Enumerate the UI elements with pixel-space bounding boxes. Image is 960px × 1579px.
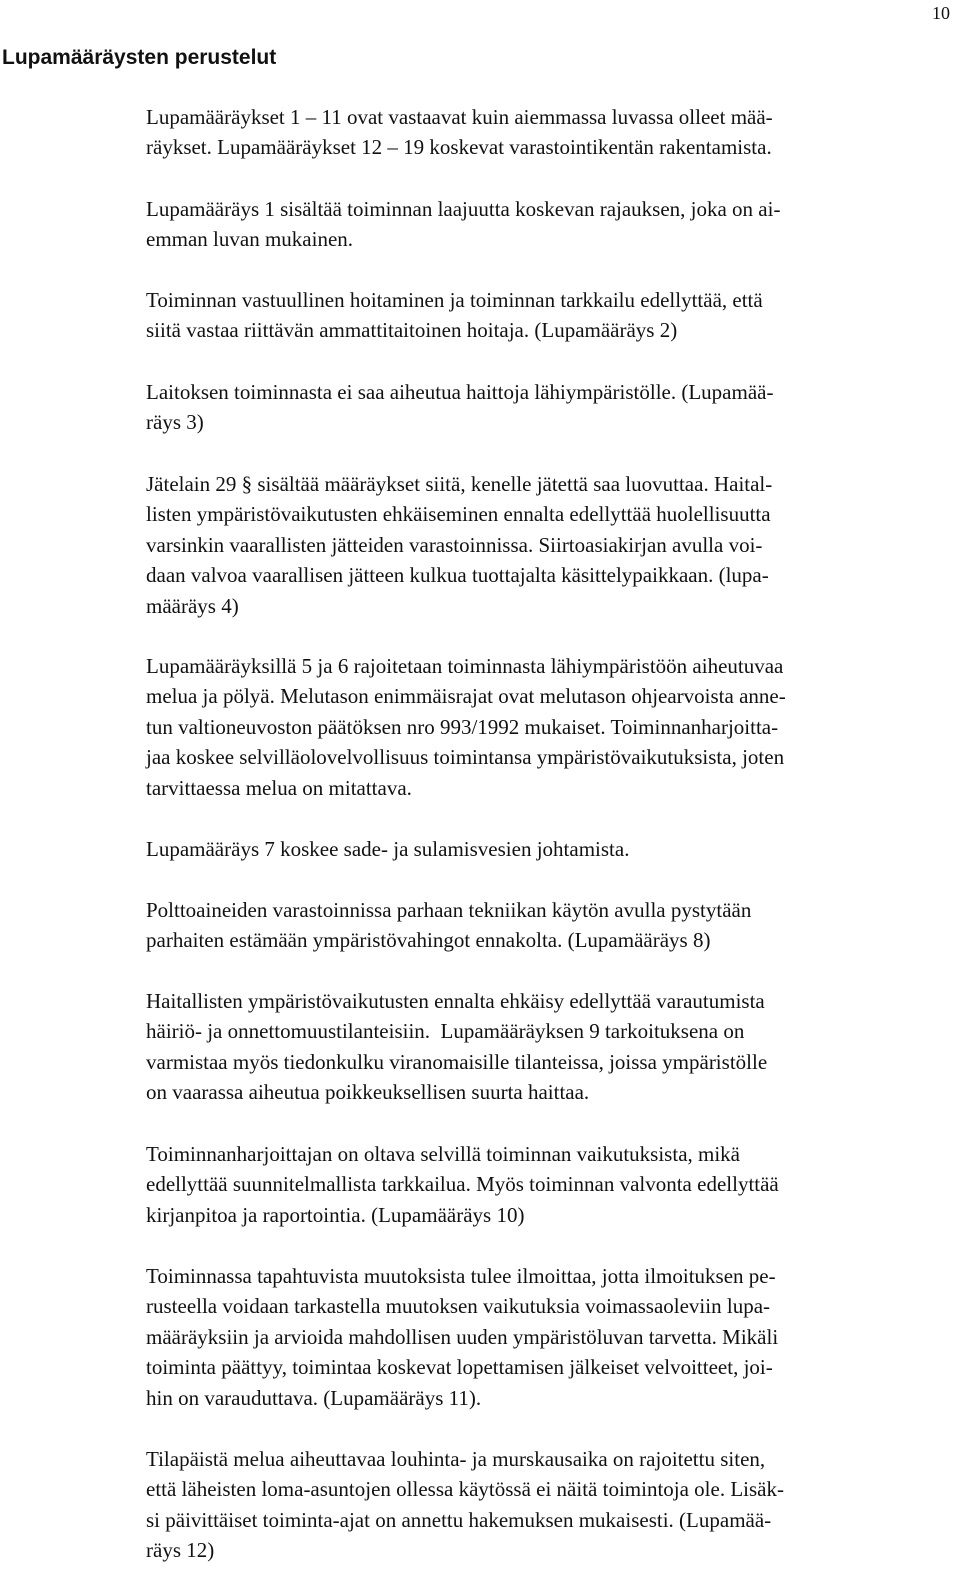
- paragraph-lupamaaraykset-1-11: Lupamääräykset 1 – 11 ovat vastaavat kuin aiemmassa luvassa olleet mää- räykset. Lupamääräykset 12 – 19 koskevat varastointikentän rakentamista.: [146, 105, 773, 160]
- paragraph-lupamaarays-1: Lupamääräys 1 sisältää toiminnan laajuutta koskevan rajauksen, joka on ai- emman luvan mukainen.: [146, 197, 781, 252]
- paragraph-lupamaarays-8: Polttoaineiden varastoinnissa parhaan tekniikan käytön avulla pystytään parhaiten estämään ympäristövahingot ennakolta. (Lupamääräys 8): [146, 898, 752, 953]
- paragraph-lupamaarays-12: Tilapäistä melua aiheuttavaa louhinta- ja murskausaika on rajoitettu siten, että läheisten loma-asuntojen ollessa käytössä ei näitä toimintoja ole. Lisäk- si päivittäiset toiminta-ajat on annettu hakemuksen mukaisesti. (Lupamää- räys 12): [146, 1447, 784, 1563]
- paragraph-lupamaarays-11: Toiminnassa tapahtuvista muutoksista tulee ilmoittaa, jotta ilmoituksen pe- rusteella voidaan tarkastella muutoksen vaikutuksia voimassaoleviin lupa- määräyksiin ja arvioida mahdollisen uuden ympäristöluvan tarvetta. Mikäli toiminta päättyy, toimintaa koskevat lopettamisen jälkeiset velvoitteet, joi- hin on varauduttava. (Lupamääräys 11).: [146, 1264, 779, 1410]
- paragraph-lupamaarays-2: Toiminnan vastuullinen hoitaminen ja toiminnan tarkkailu edellyttää, että siitä vastaa riittävän ammattitaitoinen hoitaja. (Lupamääräys 2): [146, 288, 763, 343]
- paragraph-lupamaarays-9: Haitallisten ympäristövaikutusten ennalta ehkäisy edellyttää varautumista häiriö- ja onnettomuustilanteisiin. Lupamääräyksen 9 tarkoituksena on varmistaa myös tiedonkulku viranomaisille tilanteissa, joissa ympäristölle on vaarassa aiheutua poikkeuksellisen suurta haittaa.: [146, 989, 768, 1105]
- page-number: 10: [932, 3, 950, 23]
- paragraph-lupamaaraykset-5-6: Lupamääräyksillä 5 ja 6 rajoitetaan toiminnasta lähiympäristöön aiheutuvaa melua ja pölyä. Melutason enimmäisrajat ovat melutason ohjearvoista anne- tun valtioneuvoston päätöksen nro 993/1992 mukaiset. Toiminnanharjoitta- jaa koskee selvilläolovelvollisuus toimintansa ympäristövaikutuksista, joten tarvittaessa melua on mitattava.: [146, 654, 786, 800]
- page-heading: Lupamääräysten perustelut: [2, 46, 277, 69]
- paragraph-lupamaarays-10: Toiminnanharjoittajan on oltava selvillä toiminnan vaikutuksista, mikä edellyttää suunnitelmallista tarkkailua. Myös toiminnan valvonta edellyttää kirjanpitoa ja raportointia. (Lupamääräys 10): [146, 1142, 779, 1227]
- paragraph-lupamaarays-7: Lupamääräys 7 koskee sade- ja sulamisvesien johtamista.: [146, 837, 630, 861]
- paragraph-lupamaarays-3: Laitoksen toiminnasta ei saa aiheutua haittoja lähiympäristölle. (Lupamää- räys 3): [146, 380, 774, 435]
- paragraph-lupamaarays-4: Jätelain 29 § sisältää määräykset siitä, kenelle jätettä saa luovuttaa. Haital- listen ympäristövaikutusten ehkäiseminen ennalta edellyttää huolellisuutta varsinkin vaarallisten jätteiden varastoinnissa. Siirtoasiakirjan avulla voi- daan valvoa vaarallisen jätteen kulkua tuottajalta käsittelypaikkaan. (lupa- määräys 4): [146, 472, 773, 618]
